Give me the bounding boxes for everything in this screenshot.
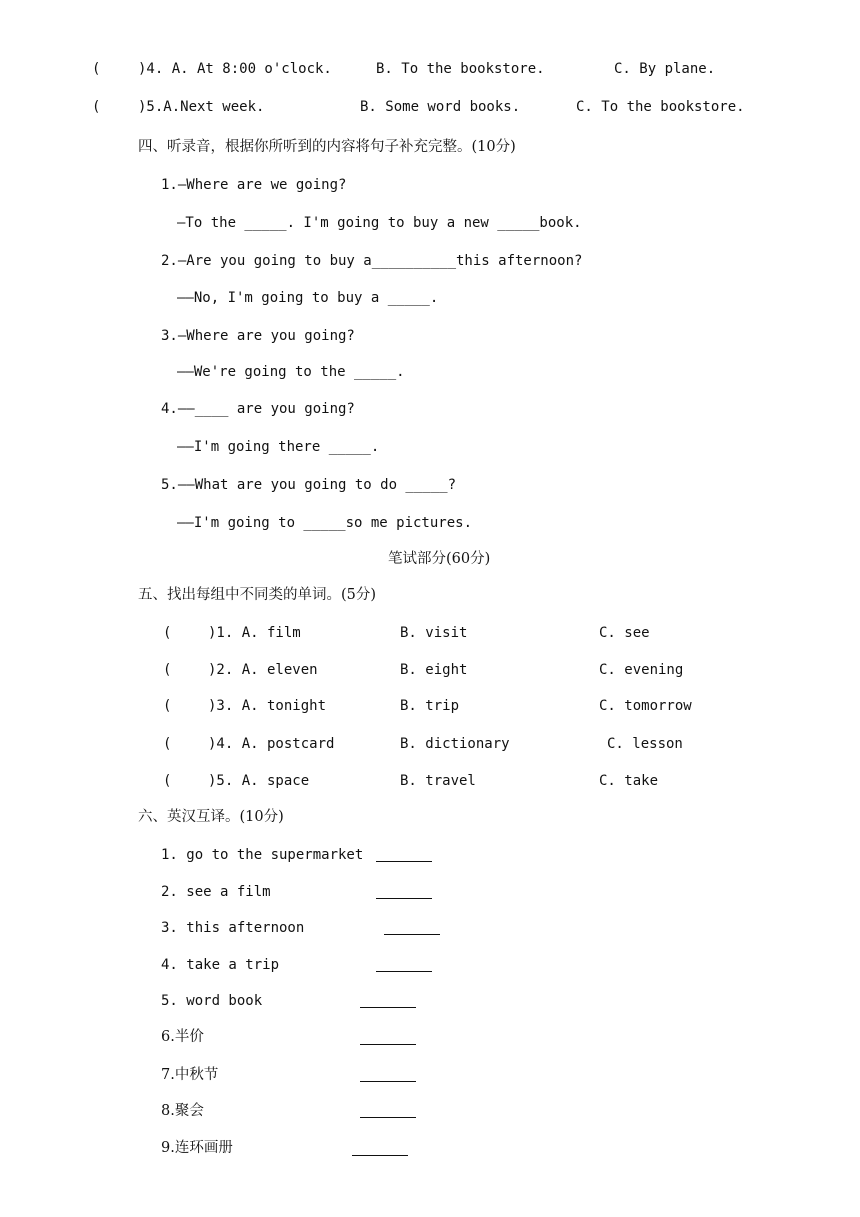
s6-item-8: 8.聚会: [161, 1103, 204, 1119]
answer-paren[interactable]: (: [163, 625, 172, 641]
answer-paren[interactable]: (: [163, 698, 172, 714]
s4-line-5: 3.—Where are you going?: [161, 328, 355, 344]
option-b: B. travel: [400, 773, 476, 789]
s6-item-3: 3. this afternoon: [161, 920, 305, 936]
section-4-title: 四、听录音，根据你所听到的内容将句子补充完整。(10分): [138, 139, 516, 155]
s6-item-9: 9.连环画册: [161, 1140, 233, 1156]
option-b: B. Some word books.: [360, 99, 521, 115]
written-part-heading: 笔试部分(60分): [388, 551, 491, 567]
s4-line-2: —To the _____. I'm going to buy a new _____book.: [177, 215, 582, 231]
option-a: )3. A. tonight: [208, 698, 327, 714]
s6-item-5: 5. word book: [161, 993, 263, 1009]
option-c: C. see: [599, 625, 650, 641]
s4-line-1: 1.—Where are we going?: [161, 177, 347, 193]
answer-blank[interactable]: [376, 971, 432, 972]
answer-paren[interactable]: (: [163, 773, 172, 789]
option-b: B. dictionary: [400, 736, 510, 752]
answer-paren[interactable]: (: [163, 662, 172, 678]
option-c: C. tomorrow: [599, 698, 692, 714]
s4-line-8: ——I'm going there _____.: [177, 439, 380, 455]
answer-blank[interactable]: [360, 1117, 416, 1118]
option-a: )1. A. film: [208, 625, 301, 641]
s4-line-10: ——I'm going to _____so me pictures.: [177, 515, 473, 531]
option-a: )4. A. postcard: [208, 736, 335, 752]
s4-line-6: ——We're going to the _____.: [177, 364, 405, 380]
option-a: )5.A.Next week.: [138, 99, 265, 115]
s4-line-9: 5.——What are you going to do _____?: [161, 477, 457, 493]
s4-line-7: 4.——____ are you going?: [161, 401, 355, 417]
answer-paren[interactable]: (: [92, 61, 101, 77]
answer-blank[interactable]: [384, 934, 440, 935]
section-6-title: 六、英汉互译。(10分): [138, 809, 284, 825]
answer-blank[interactable]: [360, 1044, 416, 1045]
option-a: )5. A. space: [208, 773, 310, 789]
answer-blank[interactable]: [360, 1081, 416, 1082]
option-b: B. visit: [400, 625, 468, 641]
s6-item-1: 1. go to the supermarket: [161, 847, 364, 863]
answer-blank[interactable]: [352, 1155, 408, 1156]
answer-blank[interactable]: [376, 861, 432, 862]
option-c: C. By plane.: [614, 61, 716, 77]
option-c: C. lesson: [607, 736, 683, 752]
s6-item-6: 6.半价: [161, 1029, 204, 1045]
answer-paren[interactable]: (: [163, 736, 172, 752]
s4-line-4: ——No, I'm going to buy a _____.: [177, 290, 439, 306]
s6-item-7: 7.中秋节: [161, 1067, 219, 1083]
option-b: B. To the bookstore.: [376, 61, 545, 77]
s6-item-2: 2. see a film: [161, 884, 271, 900]
answer-blank[interactable]: [376, 898, 432, 899]
option-a: )2. A. eleven: [208, 662, 318, 678]
option-b: B. trip: [400, 698, 460, 714]
answer-blank[interactable]: [360, 1007, 416, 1008]
option-c: C. To the bookstore.: [576, 99, 745, 115]
section-5-title: 五、找出每组中不同类的单词。(5分): [138, 587, 377, 603]
s6-item-4: 4. take a trip: [161, 957, 280, 973]
option-a: )4. A. At 8:00 o'clock.: [138, 61, 332, 77]
answer-paren[interactable]: (: [92, 99, 101, 115]
option-c: C. evening: [599, 662, 684, 678]
option-c: C. take: [599, 773, 659, 789]
option-b: B. eight: [400, 662, 468, 678]
s4-line-3: 2.—Are you going to buy a__________this afternoon?: [161, 253, 583, 269]
